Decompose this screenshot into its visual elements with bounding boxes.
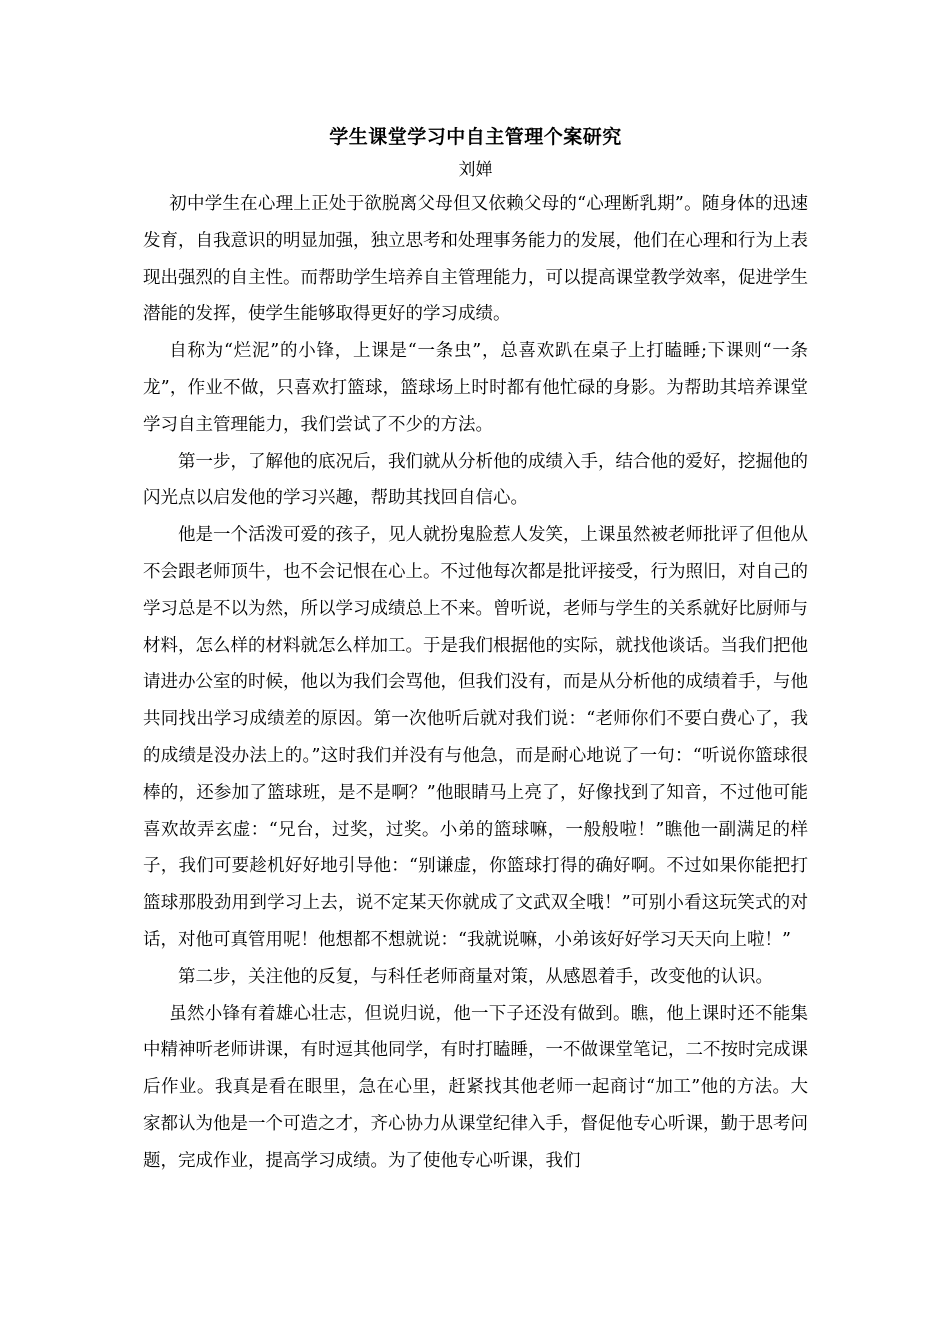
paragraph-step-one: 第一步，了解他的底况后，我们就从分析他的成绩入手，结合他的爱好，挖掘他的闪光点以启发他的学习兴趣，帮助其找回自信心。 — [143, 451, 808, 509]
paragraph-case-background: 自称为“烂泥”的小锋，上课是“一条虫”，总喜欢趴在桌子上打瞌睡;下课则“一条龙”，作业不做，只喜欢打篮球，篮球场上时时都有他忙碌的身影。为帮助其培养课堂学习自主管理能力，我们尝试了不少的方法。 — [143, 341, 808, 435]
document-title: 学生课堂学习中自主管理个案研究 — [329, 126, 622, 148]
paragraph-intro: 初中学生在心理上正处于欲脱离父母但又依赖父母的“心理断乳期”。随身体的迅速发育，自我意识的明显加强，独立思考和处理事务能力的发展，他们在心理和行为上表现出强烈的自主性。而帮助学生培养自主管理能力，可以提高课堂教学效率，促进学生潜能的发挥，使学生能够取得更好的学习成绩。 — [143, 194, 808, 325]
document-page — [143, 118, 808, 1180]
paragraph-step-two: 第二步，关注他的反复，与科任老师商量对策，从感恩着手，改变他的认识。 — [178, 966, 773, 987]
paragraph-step-two-detail: 虽然小锋有着雄心壮志，但说归说，他一下子还没有做到。瞧，他上课时还不能集中精神听老师讲课，有时逗其他同学，有时打瞌睡，一不做课堂笔记，二不按时完成课后作业。我真是看在眼里，急在心里，赶紧找其他老师一起商讨“加工”他的方法。大家都认为他是一个可造之才，齐心协力从课堂纪律入手，督促他专心听课，勤于思考问题，完成作业，提高学习成绩。为了使他专心听课，我们 — [143, 1003, 808, 1171]
document-author: 刘婵 — [458, 160, 493, 180]
paragraph-step-one-detail: 他是一个活泼可爱的孩子，见人就扮鬼脸惹人发笑，上课虽然被老师批评了但他从不会跟老师顶牛，也不会记恨在心上。不过他每次都是批评接受，行为照旧，对自己的学习总是不以为然，所以学习成绩总上不来。曾听说，老师与学生的关系就好比厨师与材料，怎么样的材料就怎么样加工。于是我们根据他的实际，就找他谈话。当我们把他请进办公室的时候，他以为我们会骂他，但我们没有，而是从分析他的成绩着手，与他共同找出学习成绩差的原因。第一次他听后就对我们说：“老师你们不要白费心了，我的成绩是没办法上的。”这时我们并没有与他急，而是耐心地说了一句：“听说你篮球很棒的，还参加了篮球班，是不是啊？”他眼睛马上亮了，好像找到了知音，不过他可能喜欢故弄玄虚：“兄台，过奖，过奖。小弟的篮球嘛，一般般啦！”瞧他一副满足的样子，我们可要趁机好好地引导他：“别谦虚，你篮球打得的确好啊。不过如果你能把打篮球那股劲用到学习上去，说不定某天你就成了文武双全哦！”可别小看这玩笑式的对话，对他可真管用呢！他想都不想就说：“我就说嘛，小弟该好好学习天天向上啦！” — [143, 525, 808, 950]
